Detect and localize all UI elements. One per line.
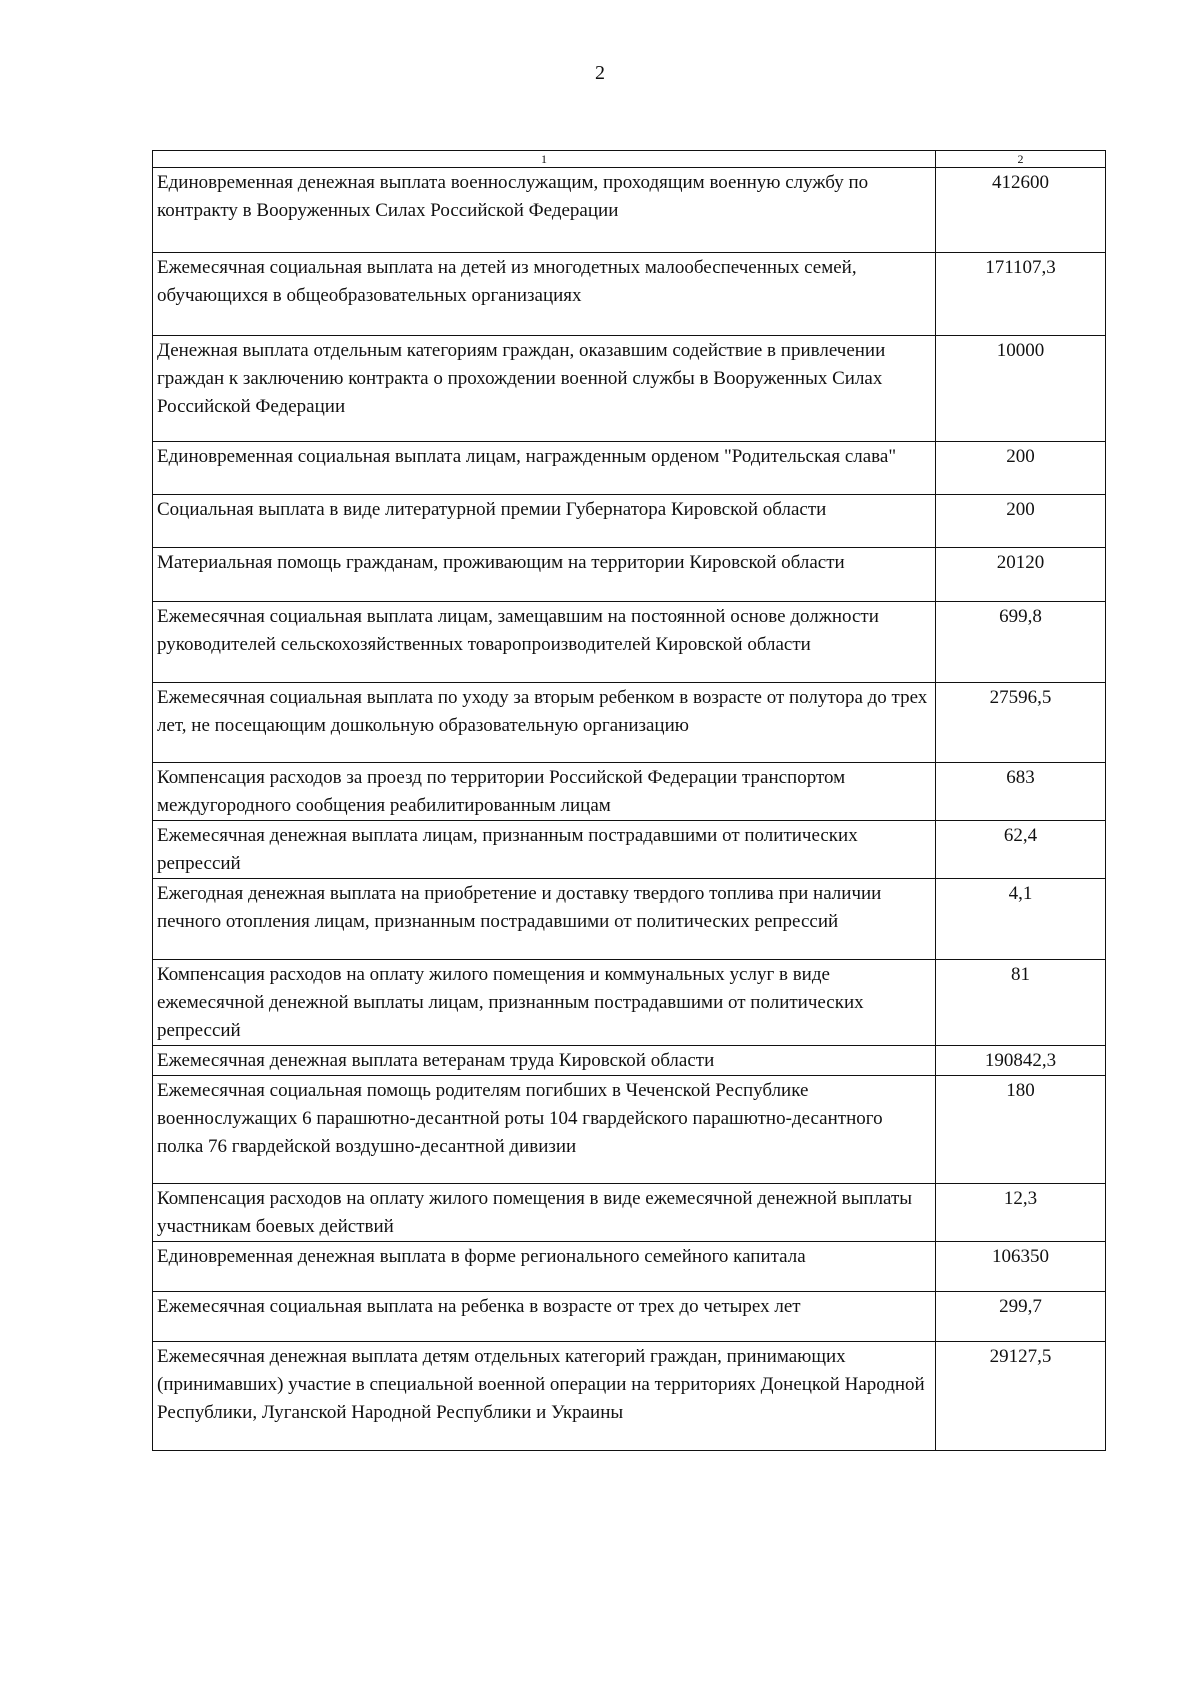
payment-amount-cell: 683	[936, 763, 1106, 821]
payment-amount-cell: 10000	[936, 336, 1106, 442]
payment-amount-cell: 200	[936, 495, 1106, 548]
column-number-1: 1	[153, 151, 936, 168]
payment-name-cell: Ежегодная денежная выплата на приобретение и доставку твердого топлива при наличии печного отопления лицам, признанным пострадавшими от политических репрессий	[153, 879, 936, 960]
payment-amount-cell: 699,8	[936, 602, 1106, 683]
payment-name-cell: Единовременная социальная выплата лицам, награжденным орденом "Родительская слава"	[153, 442, 936, 495]
payment-name-cell: Ежемесячная социальная выплата на ребенка в возрасте от трех до четырех лет	[153, 1292, 936, 1342]
payment-amount-cell: 62,4	[936, 821, 1106, 879]
payment-amount-cell: 81	[936, 960, 1106, 1046]
payment-name-cell: Единовременная денежная выплата в форме регионального семейного капитала	[153, 1242, 936, 1292]
payment-amount-cell: 412600	[936, 168, 1106, 253]
table-row	[153, 495, 1106, 548]
table-row	[153, 548, 1106, 602]
payment-name-cell: Денежная выплата отдельным категориям граждан, оказавшим содействие в привлечении граждан к заключению контракта о прохождении военной службы в Вооруженных Силах Российской Федерации	[153, 336, 936, 442]
payment-name-cell: Ежемесячная денежная выплата лицам, признанным пострадавшими от политических репрессий	[153, 821, 936, 879]
payment-amount-cell: 27596,5	[936, 683, 1106, 763]
table-header-row	[153, 151, 1106, 168]
payment-name-cell: Ежемесячная денежная выплата детям отдельных категорий граждан, принимающих (принимавших) участие в специальной военной операции на территориях Донецкой Народной Республики, Луганской Народной Республики и Украины	[153, 1342, 936, 1451]
table-row	[153, 253, 1106, 336]
payment-name-cell: Ежемесячная социальная выплата лицам, замещавшим на постоянной основе должности руководителей сельскохозяйственных товаропроизводителей Кировской области	[153, 602, 936, 683]
payment-name-cell: Социальная выплата в виде литературной премии Губернатора Кировской области	[153, 495, 936, 548]
payment-name-cell: Компенсация расходов на оплату жилого помещения и коммунальных услуг в виде ежемесячной денежной выплаты лицам, признанным пострадавшими от политических репрессий	[153, 960, 936, 1046]
table-row	[153, 1342, 1106, 1451]
payment-name-cell: Ежемесячная социальная помощь родителям погибших в Чеченской Республике военнослужащих 6 парашютно-десантной роты 104 гвардейского парашютно-десантного полка 76 гвардейской воздушно-десантной дивизии	[153, 1076, 936, 1184]
payment-name-cell: Ежемесячная денежная выплата ветеранам труда Кировской области	[153, 1046, 936, 1076]
payment-amount-cell: 20120	[936, 548, 1106, 602]
page-number: 2	[595, 62, 605, 84]
table-row	[153, 879, 1106, 960]
table-row	[153, 442, 1106, 495]
table-row	[153, 763, 1106, 821]
table-row	[153, 168, 1106, 253]
table-row	[153, 1292, 1106, 1342]
payment-amount-cell: 299,7	[936, 1292, 1106, 1342]
payment-amount-cell: 106350	[936, 1242, 1106, 1292]
payment-name-cell: Компенсация расходов на оплату жилого помещения в виде ежемесячной денежной выплаты участникам боевых действий	[153, 1184, 936, 1242]
table-row	[153, 821, 1106, 879]
payment-amount-cell: 190842,3	[936, 1046, 1106, 1076]
table-row	[153, 602, 1106, 683]
payment-name-cell: Материальная помощь гражданам, проживающим на территории Кировской области	[153, 548, 936, 602]
payment-name-cell: Ежемесячная социальная выплата на детей из многодетных малообеспеченных семей, обучающихся в общеобразовательных организациях	[153, 253, 936, 336]
payments-table	[152, 150, 1106, 1451]
payment-amount-cell: 200	[936, 442, 1106, 495]
table-row	[153, 336, 1106, 442]
table-row	[153, 1076, 1106, 1184]
payment-amount-cell: 171107,3	[936, 253, 1106, 336]
table-row	[153, 1184, 1106, 1242]
table-row	[153, 1242, 1106, 1292]
payment-amount-cell: 4,1	[936, 879, 1106, 960]
column-number-2: 2	[936, 151, 1106, 168]
table-row	[153, 683, 1106, 763]
payment-name-cell: Ежемесячная социальная выплата по уходу за вторым ребенком в возрасте от полутора до трех лет, не посещающим дошкольную образовательную организацию	[153, 683, 936, 763]
payment-amount-cell: 180	[936, 1076, 1106, 1184]
payment-amount-cell: 12,3	[936, 1184, 1106, 1242]
payment-name-cell: Компенсация расходов за проезд по территории Российской Федерации транспортом междугородного сообщения реабилитированным лицам	[153, 763, 936, 821]
table-row	[153, 960, 1106, 1046]
payment-name-cell: Единовременная денежная выплата военнослужащим, проходящим военную службу по контракту в Вооруженных Силах Российской Федерации	[153, 168, 936, 253]
payment-amount-cell: 29127,5	[936, 1342, 1106, 1451]
table-row	[153, 1046, 1106, 1076]
